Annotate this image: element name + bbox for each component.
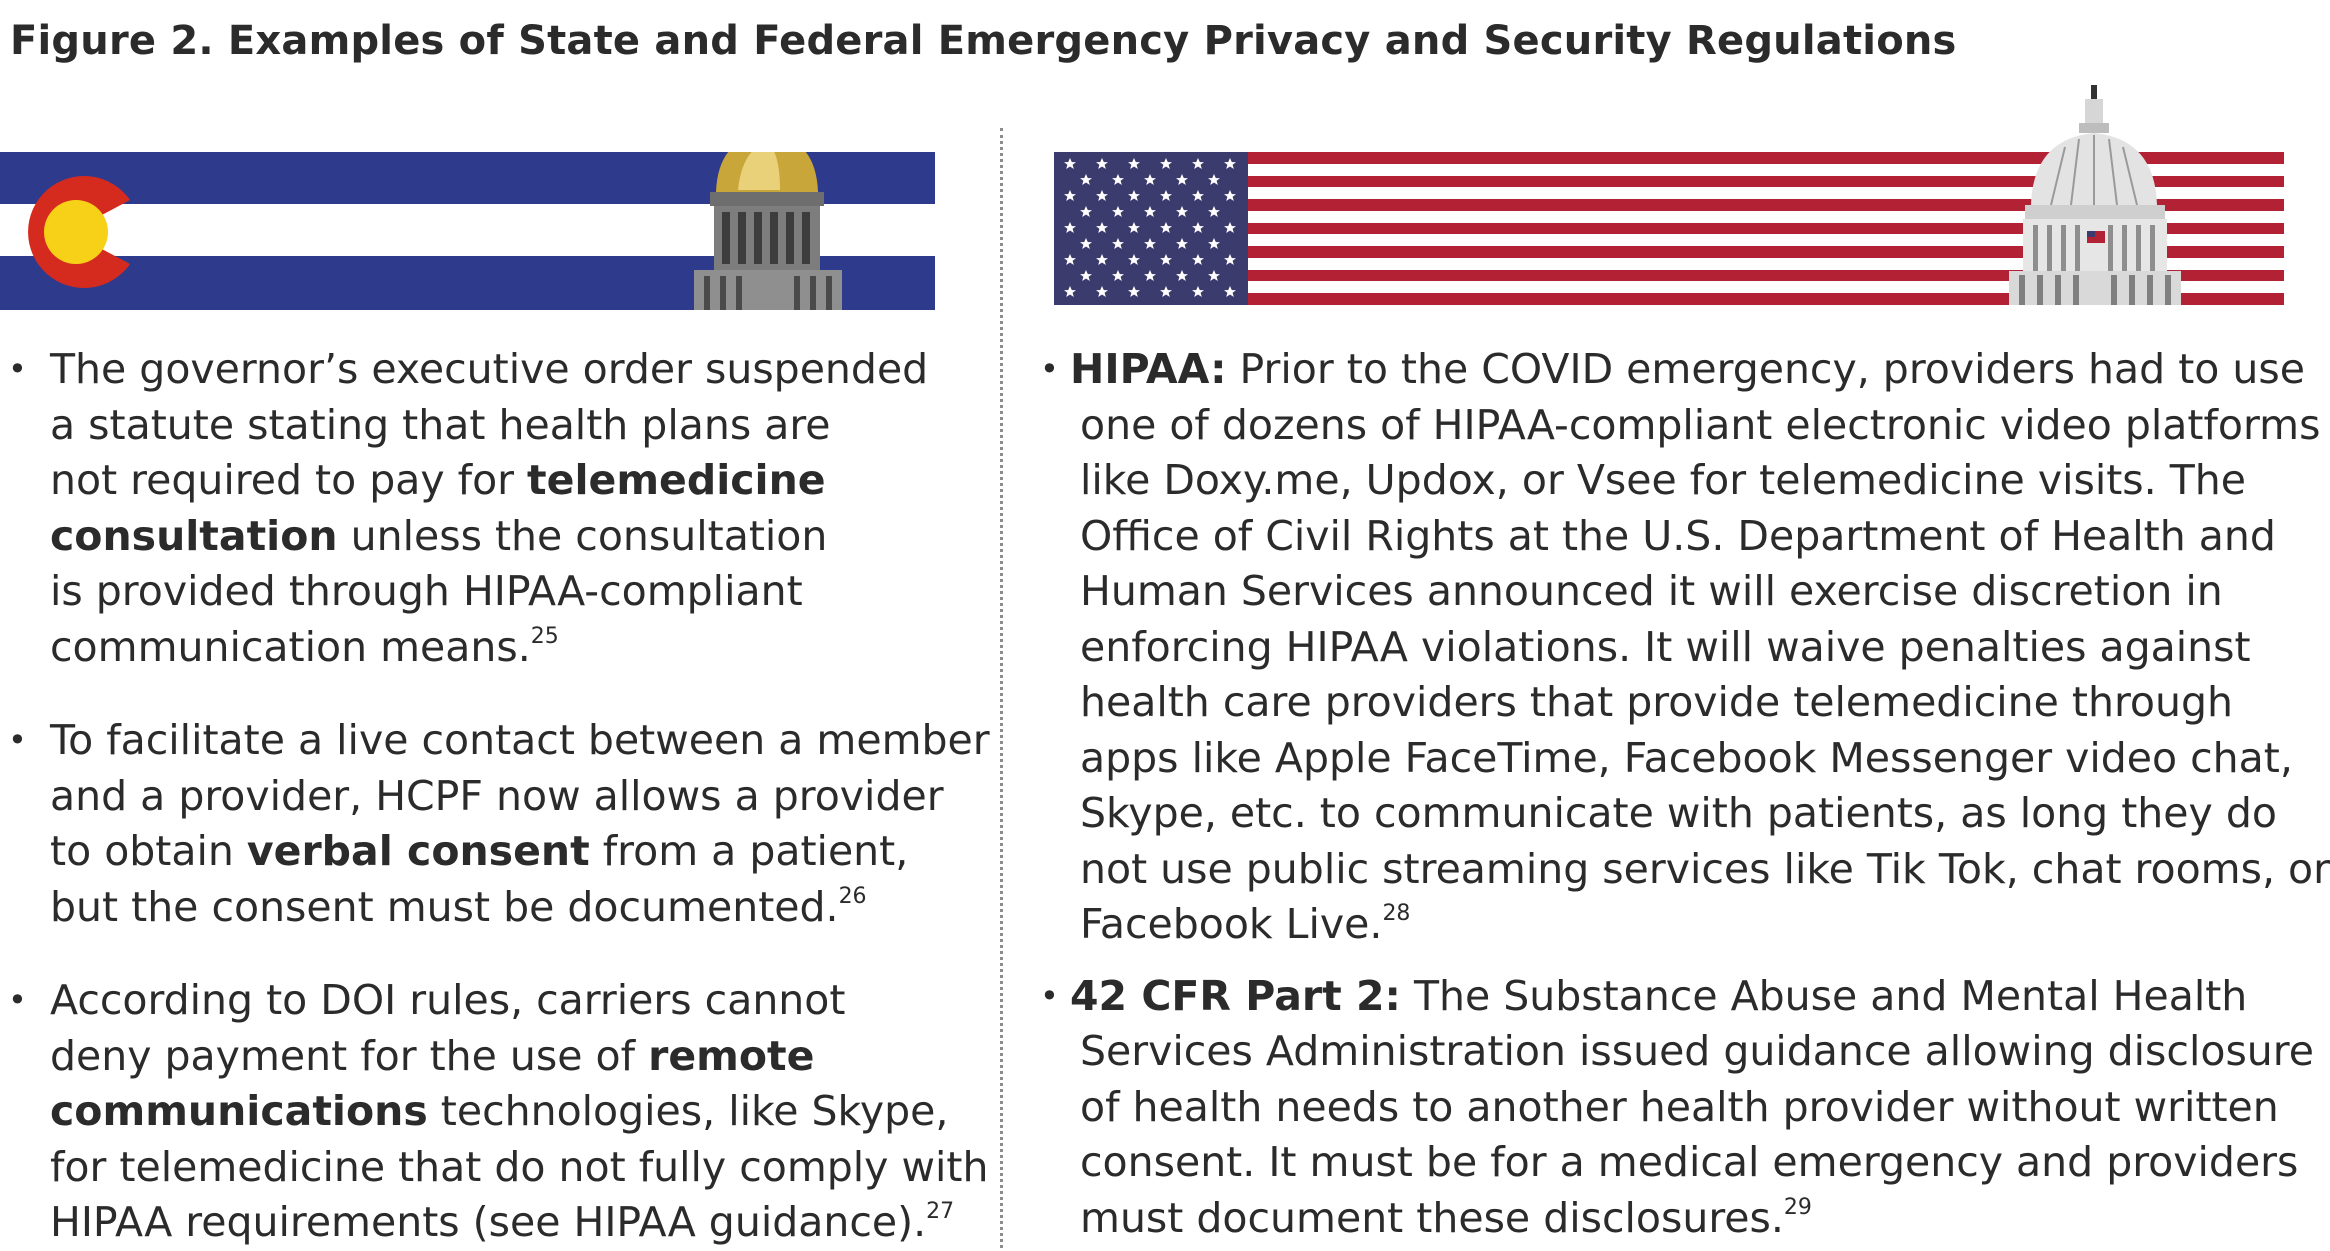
text-run: Human Services announced it will exercise discretion in [1080,567,2223,615]
bullet-text-line [1080,731,2293,787]
bullet-text-line [50,1195,960,1251]
bullet-dot-icon: • [1040,976,1059,1015]
bullet-text-line [1080,620,2280,676]
bullet-dot-icon: • [8,721,27,759]
bullet-text-line [1070,342,2305,398]
text-run: consent. It must be for a medical emergency and providers [1080,1138,2299,1186]
bullet-text-line [1080,453,2280,509]
colorado-c-icon [18,170,138,294]
footnote-ref: 27 [926,1199,955,1224]
bullet-text-line [50,769,960,825]
bullet-text-line [50,973,960,1029]
bullet-text-line [50,342,960,398]
bullet-text-line [50,620,960,676]
bold-term: HIPAA: [1070,345,1227,393]
text-run: communication means. [50,622,531,671]
bullet-text-line [1080,842,2330,898]
text-run: Office of Civil Rights at the U.S. Department of Health and [1080,511,2276,560]
text-run: to obtain [50,827,247,875]
bullet-text-line [50,713,990,769]
text-run: health care providers that provide telemedicine through [1080,678,2233,726]
text-run: According to DOI rules, carriers cannot [50,976,846,1024]
left-bullet-item [0,342,960,675]
footnote-ref: 26 [838,883,867,909]
text-run: for telemedicine that do not fully comply with [50,1142,989,1191]
text-run: of health needs to another health provider without written [1080,1082,2279,1131]
text-run: Services Administration issued guidance allowing disclosure [1080,1027,2314,1075]
bullet-text-line [1070,969,2280,1025]
text-run: must document these disclosures. [1080,1193,1784,1242]
bullet-text-line [1080,398,2321,454]
text-run: apps like Apple FaceTime, Facebook Messenger video chat, [1080,733,2293,782]
bullet-text-line [1080,1080,2280,1136]
bullet-text-line [50,453,960,509]
bold-term: 42 CFR Part 2: [1070,971,1401,1020]
bullet-text-line [50,398,960,454]
text-run: Prior to the COVID emergency, providers had to use [1226,345,2305,393]
footnote-ref: 25 [530,623,559,649]
left-bullet-item [0,713,990,935]
bold-term: consultation [50,511,338,560]
stars-icon [1054,152,1248,305]
us-capitol-dome-icon [1995,85,2195,305]
bullet-text-line [50,824,960,880]
bullet-text-line [1080,1191,2280,1247]
text-run: like Doxy.me, Updox, or Vsee for telemedicine visits. The [1080,456,2246,504]
text-run: not use public streaming services like Tik Tok, chat rooms, or [1080,844,2330,893]
bold-term: communications [50,1087,428,1135]
bullet-text-line [50,1140,989,1196]
bullet-text-line [1080,564,2280,620]
bullet-dot-icon: • [8,981,27,1019]
bullet-dot-icon: • [8,350,27,388]
footnote-ref: 29 [1783,1194,1812,1220]
bullet-spacer [1040,953,2280,969]
figure-title: Figure 2. Examples of State and Federal Emergency Privacy and Security Regulations [10,18,1957,64]
text-run: but the consent must be documented. [50,882,839,931]
text-run: deny payment for the use of [50,1031,649,1080]
text-run: is provided through HIPAA-compliant [50,567,803,615]
bullet-spacer [0,935,960,973]
state-capitol-dome-icon [668,152,868,310]
text-run: To facilitate a live contact between a member [50,716,990,764]
text-run: one of dozens of HIPAA-compliant electronic video platforms [1080,400,2321,449]
bold-term: verbal consent [246,827,590,875]
right-bullet-item [1040,342,2330,953]
bullet-text-line [50,1084,960,1140]
text-run: enforcing HIPAA violations. It will waive penalties against [1080,622,2251,671]
text-run: from a patient, [589,827,909,875]
bullet-text-line [1080,509,2280,565]
bullet-text-line [50,1029,960,1085]
right-bullet-item [1040,969,2314,1247]
bullet-text-line [50,509,960,565]
left-bullet-item [0,973,989,1251]
bullet-text-line [1080,786,2280,842]
federal-regulations-list [1040,342,2330,1246]
bullet-text-line [1080,675,2280,731]
text-run: a statute stating that health plans are [50,400,831,449]
footnote-ref: 28 [1382,901,1411,926]
bullet-text-line [50,880,960,936]
us-flag-canton [1054,152,1248,305]
colorado-flag-image [0,152,935,310]
bold-term: remote [648,1031,815,1080]
bullet-text-line [1080,1135,2299,1191]
text-run: unless the consultation [337,511,828,560]
text-run: The governor’s executive order suspended [50,345,929,393]
bullet-text-line [1080,897,2280,953]
bullet-spacer [0,675,960,713]
text-run: Facebook Live. [1080,900,1383,948]
column-divider [1000,128,1003,1248]
text-run: HIPAA requirements (see HIPAA guidance). [50,1198,927,1246]
text-run: The Substance Abuse and Mental Health [1400,971,2248,1020]
text-run: Skype, etc. to communicate with patients, as long they do [1080,789,2277,837]
text-run: technologies, like Skype, [427,1087,949,1135]
bullet-dot-icon: • [1040,350,1059,388]
bold-term: telemedicine [527,456,826,504]
text-run: and a provider, HCPF now allows a provider [50,771,944,820]
state-regulations-list [0,342,990,1251]
bullet-text-line [50,564,960,620]
bullet-text-line [1080,1024,2314,1080]
text-run: not required to pay for [50,456,528,504]
